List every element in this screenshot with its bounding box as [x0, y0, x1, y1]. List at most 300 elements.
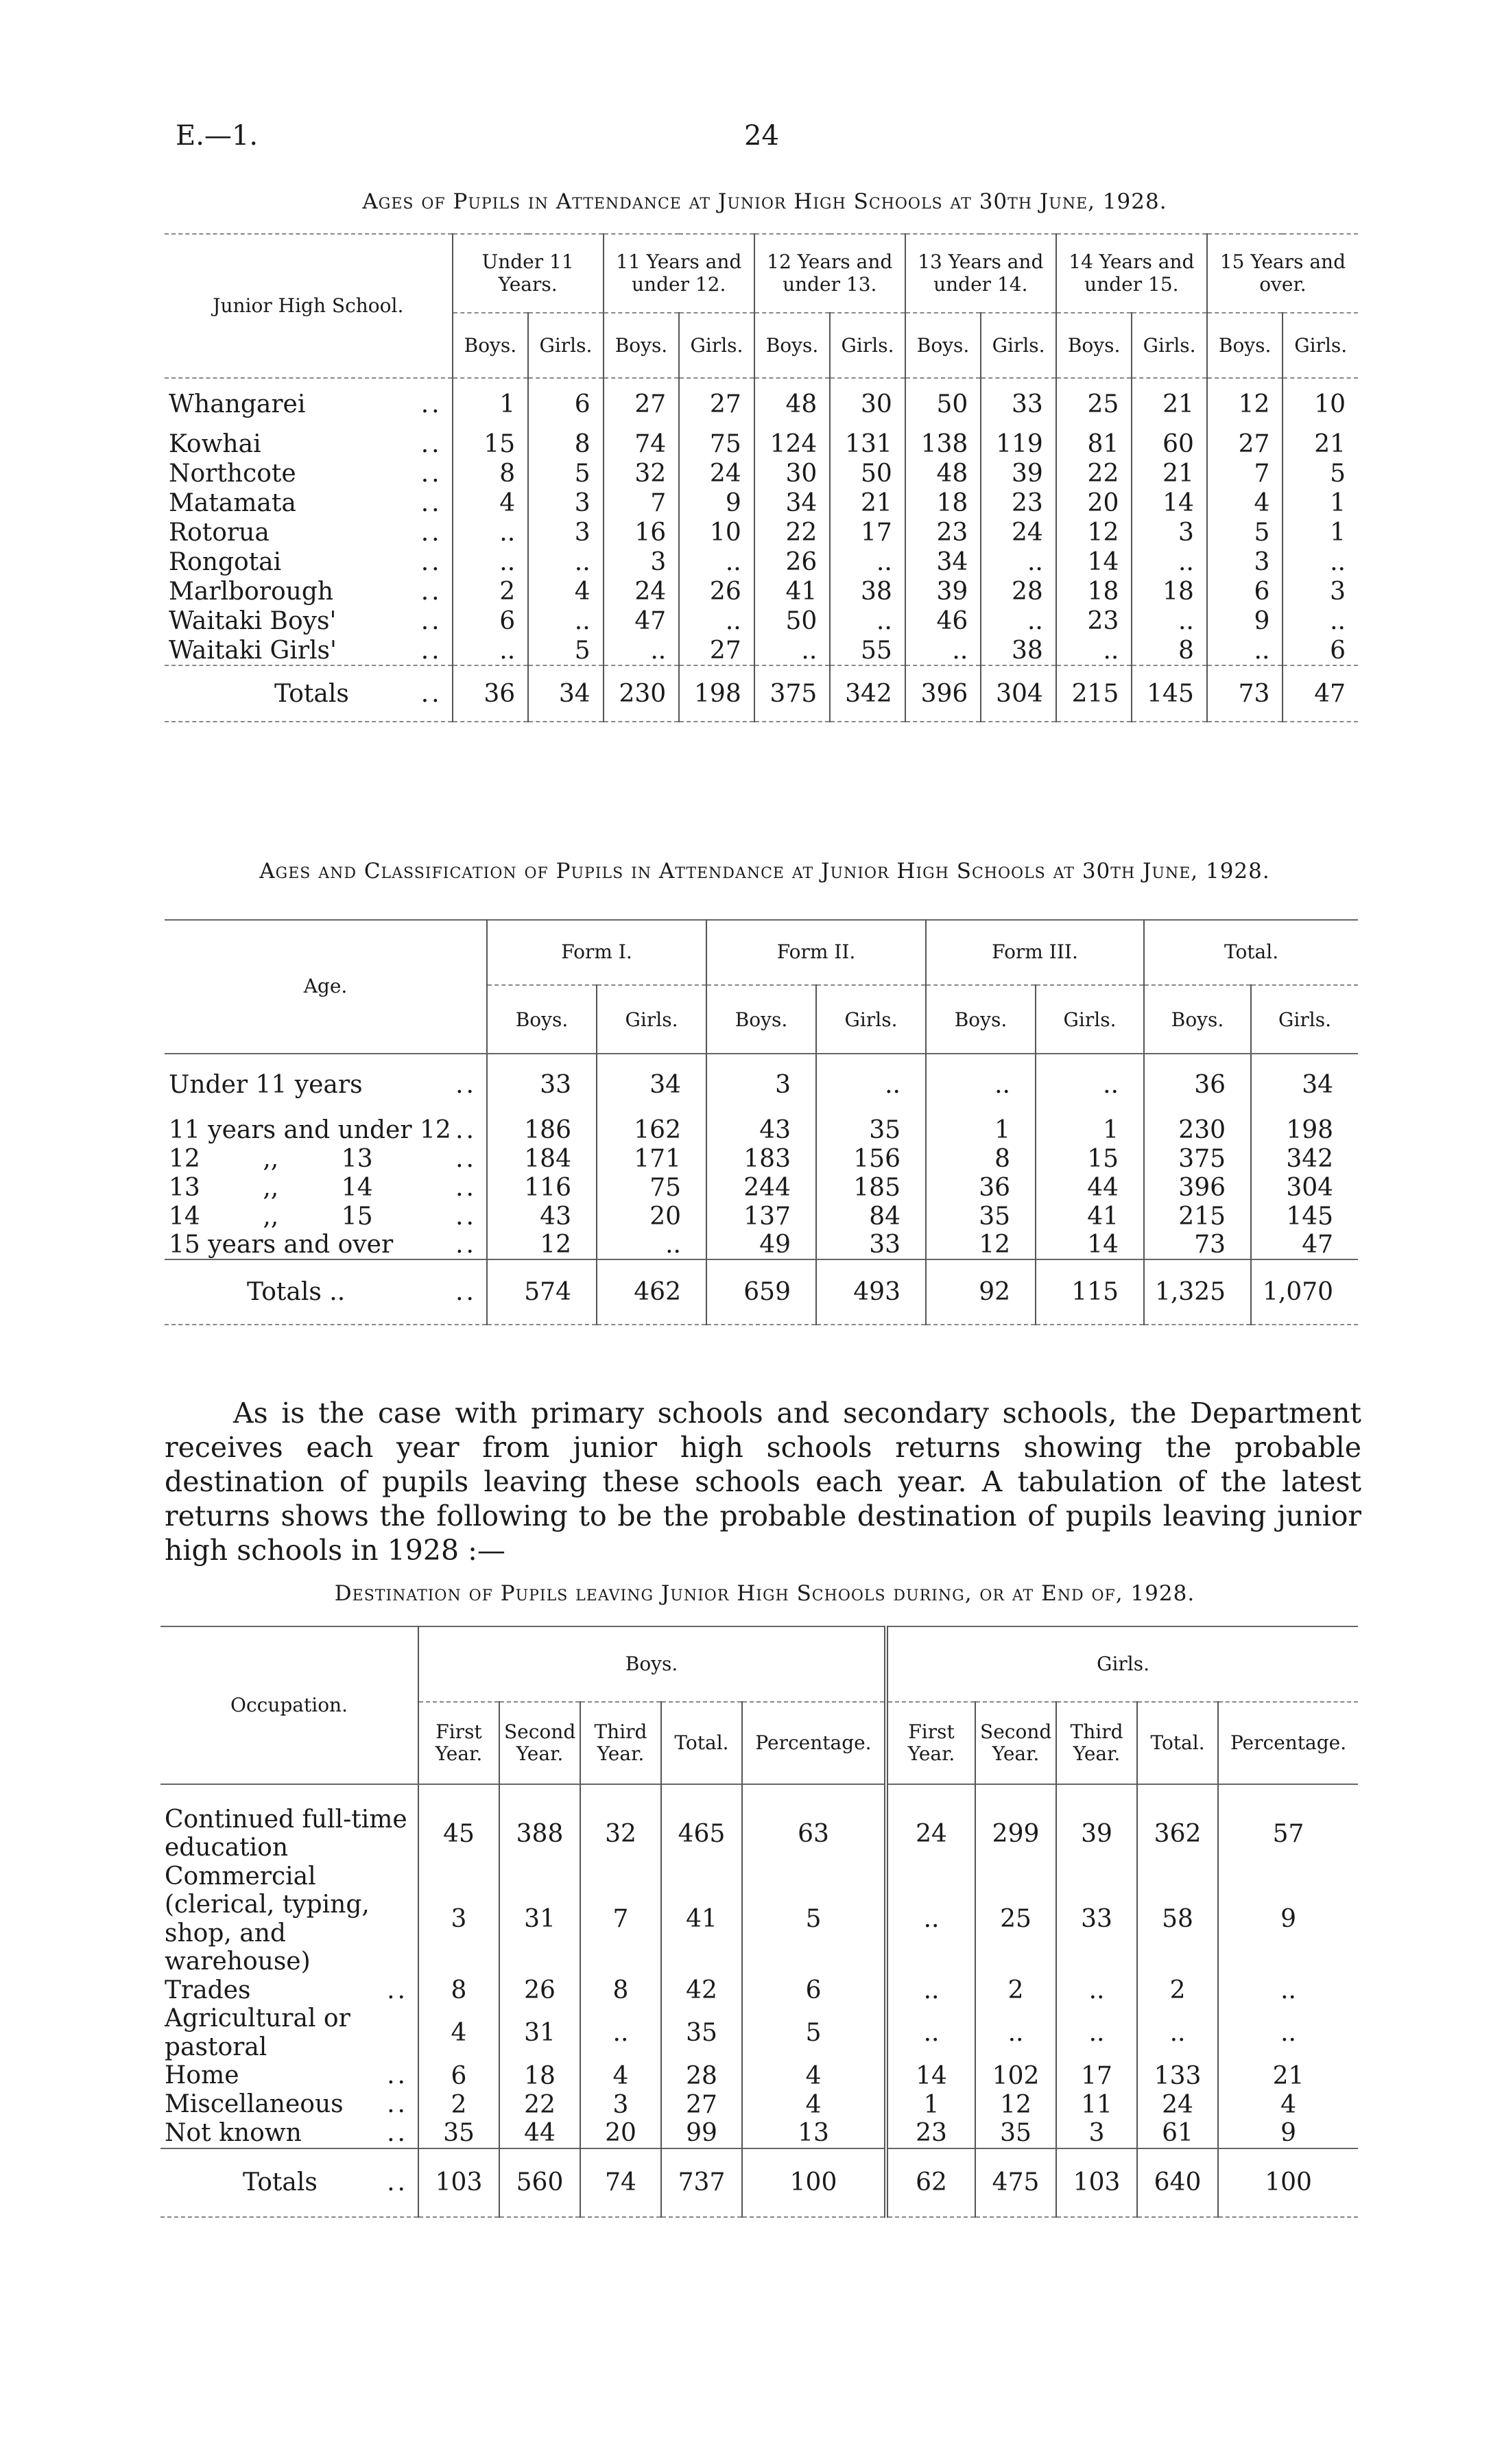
- sub-header-boys: Boys.: [905, 313, 981, 378]
- cell-value: 10: [1283, 378, 1358, 429]
- cell-value: 230: [1144, 1115, 1251, 1144]
- age-label-text: 11 years and under 12: [169, 1115, 451, 1144]
- occupation-label: [160, 2090, 418, 2119]
- total-value: 737: [661, 2148, 742, 2217]
- cell-value: 183: [706, 1144, 816, 1173]
- total-value: 396: [905, 665, 981, 722]
- cell-value: 1: [1283, 518, 1358, 547]
- cell-value: 14: [1132, 488, 1207, 518]
- table1-group-header: 11 Years and under 12.: [604, 234, 754, 313]
- cell-value: 12: [1207, 378, 1283, 429]
- leader-dots: ..: [420, 607, 442, 635]
- table2-caption: Ages and Classification of Pupils in Attendance at Junior High Schools at 30th June, 1928.: [259, 859, 1270, 884]
- cell-value: 116: [487, 1173, 597, 1202]
- cell-value: ..: [830, 547, 905, 577]
- cell-value: 102: [975, 2061, 1056, 2090]
- cell-value: 396: [1144, 1173, 1251, 1202]
- cell-value: 34: [597, 1054, 706, 1115]
- cell-value: ..: [830, 606, 905, 636]
- table3-caption: Destination of Pupils leaving Junior High Schools during, or at End of, 1928.: [334, 1581, 1195, 1606]
- table-row: [165, 606, 1358, 636]
- sub-header-girls: Girls.: [1132, 313, 1207, 378]
- table3-subheader: Third Year.: [1056, 1702, 1137, 1784]
- school-name-text: Northcote: [169, 460, 296, 488]
- cell-value: 74: [604, 429, 680, 459]
- table2-group-header: Form III.: [926, 920, 1144, 985]
- cell-value: 39: [1056, 1784, 1137, 1862]
- cell-value: 3: [1132, 518, 1207, 547]
- cell-value: ..: [905, 636, 981, 665]
- cell-value: 6: [453, 606, 529, 636]
- school-name-text: Matamata: [169, 489, 296, 517]
- cell-value: ..: [975, 2004, 1056, 2061]
- cell-value: 465: [661, 1784, 742, 1862]
- table-row: [165, 1202, 1358, 1231]
- table-row: [160, 2090, 1358, 2119]
- cell-value: 23: [1056, 606, 1132, 636]
- cell-value: 22: [754, 518, 831, 547]
- cell-value: 22: [1056, 459, 1132, 488]
- cell-value: 36: [1144, 1054, 1251, 1115]
- total-value: 103: [418, 2148, 499, 2217]
- cell-value: 34: [754, 488, 831, 518]
- cell-value: 9: [1218, 1862, 1358, 1976]
- cell-value: 14: [1036, 1231, 1144, 1259]
- cell-value: 45: [418, 1784, 499, 1862]
- cell-value: 22: [499, 2090, 580, 2119]
- school-name: [165, 636, 453, 665]
- table1-group-header: 14 Years and under 15.: [1056, 234, 1207, 313]
- cell-value: 25: [1056, 378, 1132, 429]
- cell-value: 9: [1207, 606, 1283, 636]
- cell-value: 14: [1056, 547, 1132, 577]
- cell-value: 3: [706, 1054, 816, 1115]
- totals-row: [160, 2148, 1358, 2217]
- table3-subheader: Second Year.: [975, 1702, 1056, 1784]
- destination-table: [160, 1626, 1358, 2218]
- cell-value: 7: [1207, 459, 1283, 488]
- cell-value: 41: [661, 1862, 742, 1976]
- total-value: 475: [975, 2148, 1056, 2217]
- sub-header-boys: Boys.: [926, 985, 1036, 1054]
- table-row: [165, 518, 1358, 547]
- cell-value: 27: [679, 378, 754, 429]
- occupation-label: [160, 1976, 418, 2004]
- cell-value: 49: [706, 1231, 816, 1259]
- table-row: [165, 577, 1358, 606]
- total-value: 560: [499, 2148, 580, 2217]
- table3-subheader: Percentage.: [1218, 1702, 1358, 1784]
- cell-value: 7: [580, 1862, 661, 1976]
- table3-row-header: Occupation.: [160, 1626, 418, 1784]
- sub-header-boys: Boys.: [1056, 313, 1132, 378]
- total-value: 640: [1137, 2148, 1218, 2217]
- cell-value: 18: [1132, 577, 1207, 606]
- leader-dots: ..: [420, 390, 442, 418]
- age-label-text: Under 11 years: [169, 1071, 363, 1099]
- occupation-label: [160, 1862, 418, 1976]
- total-value: 375: [754, 665, 831, 722]
- sub-header-girls: Girls.: [1283, 313, 1358, 378]
- cell-value: 9: [1218, 2119, 1358, 2148]
- cell-value: 60: [1132, 429, 1207, 459]
- age-label-text: 14 ,, 15: [169, 1202, 373, 1231]
- cell-value: 3: [604, 547, 680, 577]
- cell-value: 23: [981, 488, 1056, 518]
- cell-value: 41: [1036, 1202, 1144, 1231]
- table2-group-header: Total.: [1144, 920, 1358, 985]
- cell-value: 26: [679, 577, 754, 606]
- cell-value: 342: [1251, 1144, 1358, 1173]
- cell-value: 21: [1283, 429, 1358, 459]
- cell-value: 13: [742, 2119, 886, 2148]
- classification-table: [165, 919, 1358, 1325]
- total-value: 215: [1056, 665, 1132, 722]
- cell-value: 5: [1207, 518, 1283, 547]
- total-value: 100: [1218, 2148, 1358, 2217]
- occupation-text: Continued full-time education: [165, 1805, 407, 1862]
- sub-header-girls: Girls.: [1251, 985, 1358, 1054]
- occupation-text: Commercial (clerical, typing, shop, and warehouse): [165, 1862, 370, 1976]
- cell-value: ..: [453, 547, 529, 577]
- cell-value: 1: [453, 378, 529, 429]
- total-value: 659: [706, 1259, 816, 1325]
- cell-value: 3: [580, 2090, 661, 2119]
- cell-value: 6: [1283, 636, 1358, 665]
- cell-value: ..: [1132, 606, 1207, 636]
- total-value: 34: [528, 665, 604, 722]
- cell-value: 32: [604, 459, 680, 488]
- age-label-text: 13 ,, 14: [169, 1173, 373, 1202]
- table3-group-boys: Boys.: [418, 1626, 886, 1702]
- table2-row-header: Age.: [165, 920, 487, 1054]
- cell-value: ..: [1207, 636, 1283, 665]
- leader-dots: ..: [420, 489, 442, 517]
- cell-value: 58: [1137, 1862, 1218, 1976]
- cell-value: 3: [1207, 547, 1283, 577]
- cell-value: 42: [661, 1976, 742, 2004]
- cell-value: ..: [453, 636, 529, 665]
- cell-value: 198: [1251, 1115, 1358, 1144]
- cell-value: 24: [981, 518, 1056, 547]
- cell-value: ..: [981, 547, 1056, 577]
- cell-value: 81: [1056, 429, 1132, 459]
- cell-value: 8: [453, 459, 529, 488]
- cell-value: 23: [886, 2119, 975, 2148]
- cell-value: 186: [487, 1115, 597, 1144]
- cell-value: 44: [499, 2119, 580, 2148]
- cell-value: 27: [679, 636, 754, 665]
- cell-value: ..: [1218, 1976, 1358, 2004]
- school-name: [165, 518, 453, 547]
- cell-value: 48: [905, 459, 981, 488]
- cell-value: 9: [679, 488, 754, 518]
- table-row: [165, 1115, 1358, 1144]
- cell-value: 162: [597, 1115, 706, 1144]
- cell-value: 4: [742, 2061, 886, 2090]
- cell-value: 8: [528, 429, 604, 459]
- cell-value: 24: [604, 577, 680, 606]
- cell-value: 145: [1251, 1202, 1358, 1231]
- cell-value: 17: [1056, 2061, 1137, 2090]
- totals-row: [165, 1259, 1358, 1325]
- table3-subheader: First Year.: [418, 1702, 499, 1784]
- cell-value: 34: [1251, 1054, 1358, 1115]
- totals-label: [160, 2148, 418, 2217]
- cell-value: 75: [679, 429, 754, 459]
- age-label: [165, 1202, 487, 1231]
- cell-value: 185: [816, 1173, 926, 1202]
- table1-group-header: Under 11 Years.: [453, 234, 604, 313]
- age-label-text: 15 years and over: [169, 1231, 394, 1259]
- cell-value: 2: [1137, 1976, 1218, 2004]
- leader-dots: ..: [455, 1115, 477, 1144]
- leader-dots: ..: [420, 548, 442, 576]
- total-value: 198: [679, 665, 754, 722]
- cell-value: 32: [580, 1784, 661, 1862]
- table3-subheader: Third Year.: [580, 1702, 661, 1784]
- leader-dots: ..: [420, 636, 442, 665]
- cell-value: 18: [905, 488, 981, 518]
- cell-value: 27: [604, 378, 680, 429]
- cell-value: 31: [499, 2004, 580, 2061]
- cell-value: 8: [1132, 636, 1207, 665]
- cell-value: 50: [754, 606, 831, 636]
- cell-value: 30: [754, 459, 831, 488]
- table-row: [165, 1054, 1358, 1115]
- paragraph-text: As is the case with primary schools and secondary schools, the Department receives each year from junior high schools returns showing the probable destination of pupils leaving these schools each year. A tabulation of the latest returns shows the following to be the probable destination of pupils leaving junior high schools in 1928 :—: [165, 1397, 1361, 1567]
- table3-group-girls: Girls.: [886, 1626, 1358, 1702]
- leader-dots: ..: [387, 2119, 408, 2148]
- cell-value: 30: [830, 378, 905, 429]
- cell-value: 41: [754, 577, 831, 606]
- table-row: [165, 459, 1358, 488]
- cell-value: ..: [1218, 2004, 1358, 2061]
- cell-value: 3: [418, 1862, 499, 1976]
- cell-value: ..: [580, 2004, 661, 2061]
- cell-value: 3: [1283, 577, 1358, 606]
- school-name-text: Rotorua: [169, 519, 270, 547]
- cell-value: 133: [1137, 2061, 1218, 2090]
- cell-value: 35: [926, 1202, 1036, 1231]
- table-row: [165, 488, 1358, 518]
- cell-value: 8: [580, 1976, 661, 2004]
- table-row: [160, 1976, 1358, 2004]
- cell-value: 6: [1207, 577, 1283, 606]
- ages-table: [165, 233, 1358, 722]
- school-name-text: Waitaki Boys': [169, 607, 337, 635]
- cell-value: 43: [487, 1202, 597, 1231]
- totals-row: [165, 665, 1358, 722]
- sub-header-boys: Boys.: [604, 313, 680, 378]
- cell-value: 12: [975, 2090, 1056, 2119]
- age-label: [165, 1231, 487, 1259]
- total-value: 574: [487, 1259, 597, 1325]
- total-value: 92: [926, 1259, 1036, 1325]
- school-name-text: Rongotai: [169, 548, 282, 576]
- sub-header-boys: Boys.: [754, 313, 831, 378]
- cell-value: 12: [926, 1231, 1036, 1259]
- total-value: 74: [580, 2148, 661, 2217]
- table-row: [160, 2061, 1358, 2090]
- leader-dots: ..: [455, 1144, 477, 1173]
- cell-value: ..: [926, 1054, 1036, 1115]
- cell-value: 24: [679, 459, 754, 488]
- totals-label-text: Totals: [274, 679, 349, 708]
- cell-value: 35: [816, 1115, 926, 1144]
- cell-value: 24: [1137, 2090, 1218, 2119]
- leader-dots: ..: [455, 1231, 477, 1259]
- cell-value: 39: [905, 577, 981, 606]
- totals-label-text: Totals ..: [247, 1278, 346, 1306]
- cell-value: 137: [706, 1202, 816, 1231]
- table3-subheader: First Year.: [886, 1702, 975, 1784]
- cell-value: 55: [830, 636, 905, 665]
- cell-value: 124: [754, 429, 831, 459]
- table-row: [165, 429, 1358, 459]
- cell-value: 28: [661, 2061, 742, 2090]
- cell-value: 24: [886, 1784, 975, 1862]
- cell-value: ..: [1283, 547, 1358, 577]
- cell-value: 20: [580, 2119, 661, 2148]
- cell-value: 7: [604, 488, 680, 518]
- cell-value: 18: [1056, 577, 1132, 606]
- leader-dots: ..: [455, 1071, 477, 1099]
- cell-value: 20: [597, 1202, 706, 1231]
- occupation-label: [160, 1784, 418, 1862]
- total-value: 100: [742, 2148, 886, 2217]
- total-value: 145: [1132, 665, 1207, 722]
- cell-value: 184: [487, 1144, 597, 1173]
- cell-value: 17: [830, 518, 905, 547]
- cell-value: ..: [1283, 606, 1358, 636]
- table-row: [160, 2119, 1358, 2148]
- totals-label: [165, 1259, 487, 1325]
- cell-value: ..: [597, 1231, 706, 1259]
- cell-value: ..: [1137, 2004, 1218, 2061]
- total-value: 62: [886, 2148, 975, 2217]
- cell-value: 5: [1283, 459, 1358, 488]
- school-name: [165, 606, 453, 636]
- occupation-label: [160, 2004, 418, 2061]
- total-value: 230: [604, 665, 680, 722]
- table-row: [165, 1231, 1358, 1259]
- cell-value: 2: [975, 1976, 1056, 2004]
- table3-subheader: Percentage.: [742, 1702, 886, 1784]
- sub-header-girls: Girls.: [597, 985, 706, 1054]
- cell-value: 33: [487, 1054, 597, 1115]
- table-row: [160, 2004, 1358, 2061]
- cell-value: 4: [1207, 488, 1283, 518]
- sub-header-boys: Boys.: [1207, 313, 1283, 378]
- cell-value: 3: [528, 518, 604, 547]
- table3-subheader: Second Year.: [499, 1702, 580, 1784]
- cell-value: 5: [528, 636, 604, 665]
- table3-subheader: Total.: [661, 1702, 742, 1784]
- cell-value: 1: [1283, 488, 1358, 518]
- leader-dots: ..: [387, 2168, 408, 2197]
- cell-value: 26: [499, 1976, 580, 2004]
- school-name-text: Marlborough: [169, 578, 334, 606]
- age-label: [165, 1115, 487, 1144]
- cell-value: 50: [830, 459, 905, 488]
- cell-value: ..: [679, 606, 754, 636]
- cell-value: 21: [1132, 459, 1207, 488]
- cell-value: ..: [679, 547, 754, 577]
- cell-value: 26: [754, 547, 831, 577]
- school-name-text: Kowhai: [169, 430, 261, 458]
- occupation-text: Trades: [165, 1976, 251, 2004]
- cell-value: ..: [528, 606, 604, 636]
- sub-header-girls: Girls.: [816, 985, 926, 1054]
- sub-header-girls: Girls.: [679, 313, 754, 378]
- cell-value: 4: [580, 2061, 661, 2090]
- cell-value: ..: [886, 1976, 975, 2004]
- leader-dots: ..: [387, 1976, 408, 2004]
- cell-value: 5: [528, 459, 604, 488]
- totals-label-text: Totals: [243, 2168, 318, 2197]
- cell-value: 38: [830, 577, 905, 606]
- sub-header-girls: Girls.: [1036, 985, 1144, 1054]
- sub-header-boys: Boys.: [453, 313, 529, 378]
- occupation-label: [160, 2119, 418, 2148]
- table1-row-header: Junior High School.: [165, 234, 453, 378]
- table-row: [165, 378, 1358, 429]
- cell-value: ..: [981, 606, 1056, 636]
- cell-value: 25: [975, 1862, 1056, 1976]
- table1-group-header: 13 Years and under 14.: [905, 234, 1056, 313]
- total-value: 73: [1207, 665, 1283, 722]
- cell-value: ..: [1056, 636, 1132, 665]
- cell-value: 33: [816, 1231, 926, 1259]
- leader-dots: ..: [420, 679, 442, 708]
- cell-value: 18: [499, 2061, 580, 2090]
- cell-value: 47: [1251, 1231, 1358, 1259]
- cell-value: 12: [487, 1231, 597, 1259]
- cell-value: 35: [418, 2119, 499, 2148]
- occupation-text: Miscellaneous: [165, 2090, 344, 2119]
- total-value: 304: [981, 665, 1056, 722]
- table-row: [160, 1862, 1358, 1976]
- cell-value: 15: [1036, 1144, 1144, 1173]
- body-paragraph: [165, 1396, 1361, 1567]
- cell-value: 73: [1144, 1231, 1251, 1259]
- table1-caption: Ages of Pupils in Attendance at Junior High Schools at 30th June, 1928.: [362, 189, 1167, 214]
- cell-value: 138: [905, 429, 981, 459]
- leader-dots: ..: [420, 519, 442, 547]
- document-reference: E.—1.: [176, 120, 259, 152]
- cell-value: 20: [1056, 488, 1132, 518]
- table-row: [165, 1144, 1358, 1173]
- cell-value: 388: [499, 1784, 580, 1862]
- table1-group-header: 12 Years and under 13.: [754, 234, 905, 313]
- occupation-text: Home: [165, 2061, 239, 2090]
- cell-value: 21: [1218, 2061, 1358, 2090]
- page-number: 24: [744, 120, 779, 152]
- cell-value: 16: [604, 518, 680, 547]
- school-name: [165, 488, 453, 518]
- cell-value: 4: [742, 2090, 886, 2119]
- leader-dots: ..: [455, 1278, 477, 1306]
- leader-dots: ..: [420, 460, 442, 488]
- school-name-text: Whangarei: [169, 390, 306, 418]
- school-name: [165, 547, 453, 577]
- cell-value: ..: [754, 636, 831, 665]
- cell-value: ..: [1056, 1976, 1137, 2004]
- cell-value: 99: [661, 2119, 742, 2148]
- sub-header-girls: Girls.: [830, 313, 905, 378]
- cell-value: 3: [1056, 2119, 1137, 2148]
